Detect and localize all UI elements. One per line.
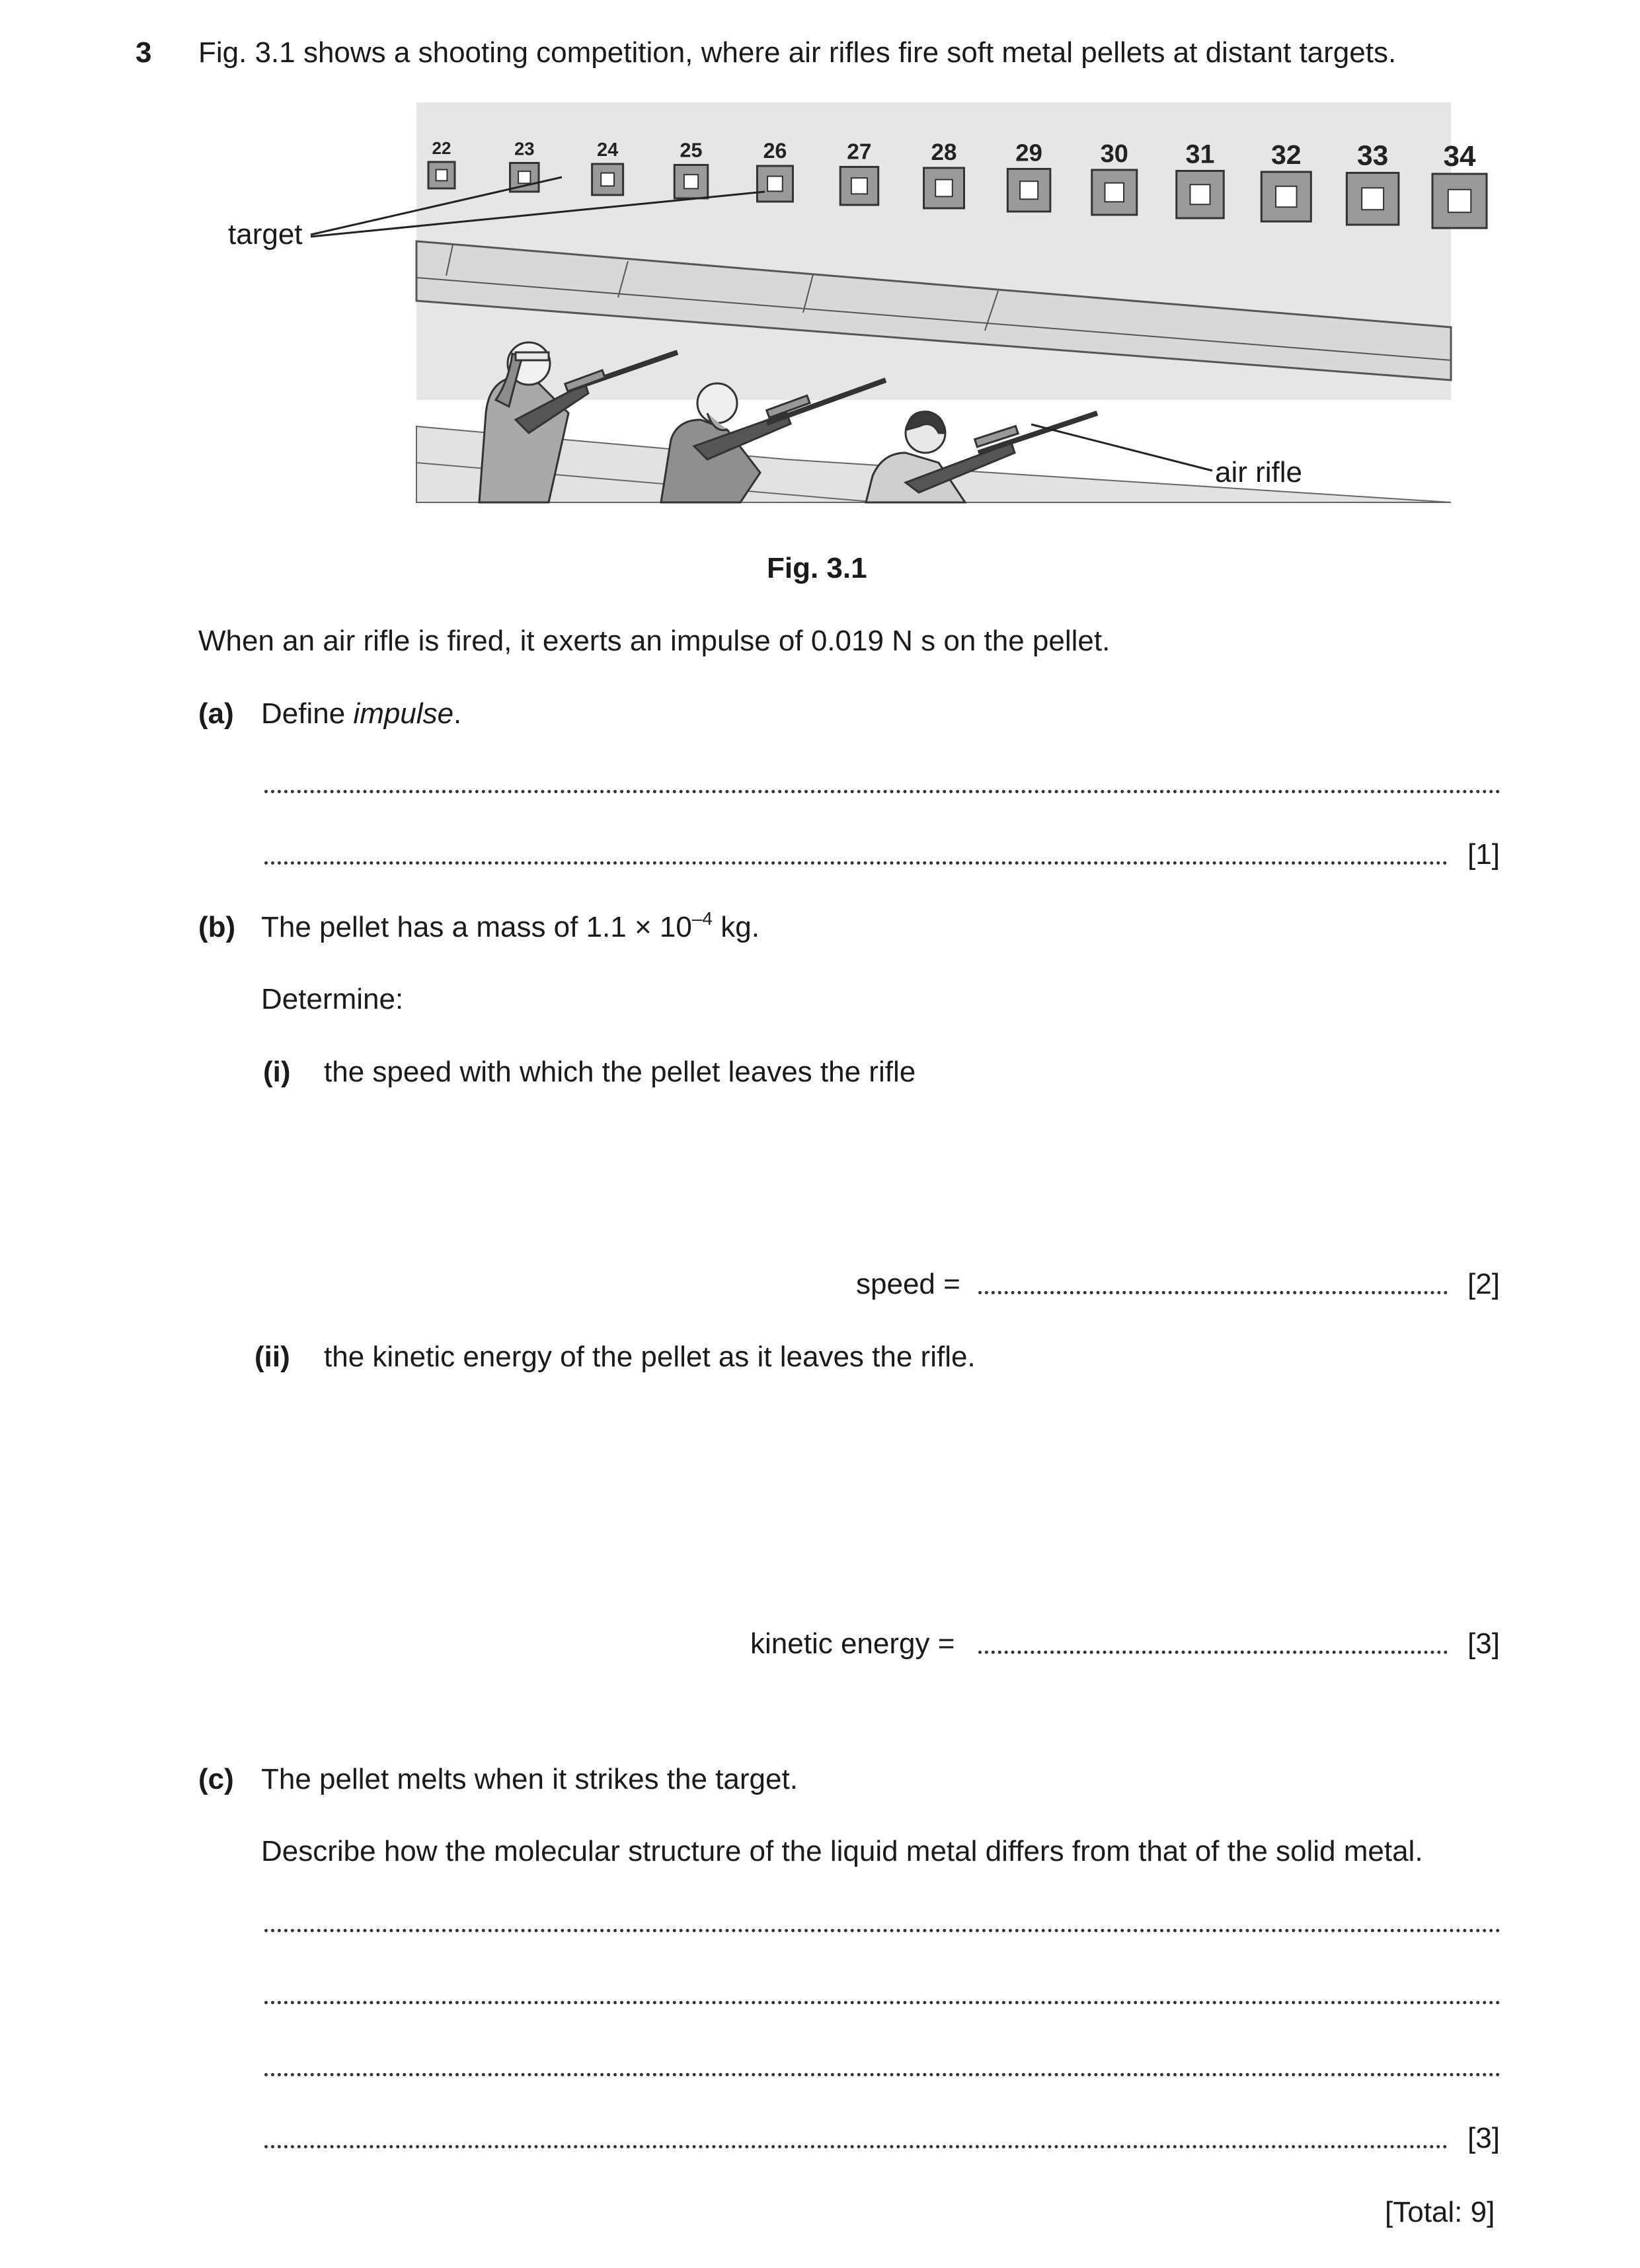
speed-answer-field[interactable] (978, 1291, 1448, 1294)
target-number: 30 (1100, 140, 1128, 168)
part-b-i-question: the speed with which the pellet leaves the rifle (324, 1056, 916, 1088)
target-number: 23 (514, 138, 535, 159)
part-b-ii-question: the kinetic energy of the pellet as it leaves the rifle. (324, 1341, 976, 1373)
part-a-text-suffix: . (453, 697, 462, 730)
part-b-exponent: –4 (691, 908, 713, 929)
total-marks: [Total: 9] (1385, 2196, 1495, 2228)
answer-line[interactable] (264, 2001, 1501, 2004)
target-number: 22 (432, 138, 451, 158)
part-b-question (261, 908, 760, 945)
part-c-label: (c) (198, 1763, 234, 1795)
part-a-question (261, 697, 461, 731)
part-b-text-prefix: The pellet has a mass of 1.1 × 10 (261, 911, 692, 943)
part-b-i-label: (i) (263, 1056, 291, 1088)
part-b-text-suffix: kg. (713, 911, 760, 943)
target-number: 29 (1015, 139, 1042, 167)
stem-text: When an air rifle is fired, it exerts an impulse of 0.019 N s on the pellet. (198, 625, 1111, 657)
target-number: 34 (1443, 140, 1476, 173)
speed-answer-label: speed = (856, 1268, 960, 1300)
target-number: 26 (763, 139, 787, 163)
part-b-label: (b) (198, 911, 236, 943)
target-number: 33 (1356, 140, 1389, 172)
part-a-italic: impulse (353, 697, 454, 730)
part-c-instruction: Describe how the molecular structure of the liquid metal differs from that of the solid metal. (261, 1835, 1423, 1867)
part-b-i-marks: [2] (1467, 1268, 1500, 1300)
answer-line[interactable] (264, 1929, 1501, 1932)
figure-leader-lines (0, 0, 1640, 595)
part-c-marks: [3] (1467, 2122, 1500, 2154)
answer-line[interactable] (264, 790, 1501, 793)
target-number: 24 (596, 139, 619, 161)
target-number: 27 (847, 139, 872, 165)
answer-line[interactable] (264, 861, 1448, 865)
figure-caption: Fig. 3.1 (767, 552, 867, 584)
part-a-marks: [1] (1467, 838, 1500, 871)
answer-line[interactable] (264, 2145, 1448, 2148)
target-number: 28 (931, 139, 957, 165)
question-intro: Fig. 3.1 shows a shooting competition, where air rifles fire soft metal pellets at distant targets. (198, 36, 1397, 69)
kinetic-energy-answer-field[interactable] (978, 1651, 1448, 1654)
target-number: 31 (1185, 139, 1215, 169)
target-number: 32 (1270, 139, 1302, 170)
question-number: 3 (136, 36, 152, 69)
target-label: target (228, 218, 303, 251)
part-b-determine: Determine: (261, 983, 404, 1015)
answer-line[interactable] (264, 2073, 1501, 2076)
part-a-text-prefix: Define (261, 697, 354, 730)
air-rifle-label: air rifle (1215, 456, 1303, 489)
part-a-label: (a) (198, 697, 234, 730)
part-c-text: The pellet melts when it strikes the target. (261, 1763, 798, 1795)
kinetic-energy-answer-label: kinetic energy = (750, 1627, 955, 1660)
part-b-ii-marks: [3] (1467, 1627, 1500, 1660)
target-number: 25 (680, 139, 703, 162)
part-b-ii-label: (ii) (254, 1341, 290, 1373)
